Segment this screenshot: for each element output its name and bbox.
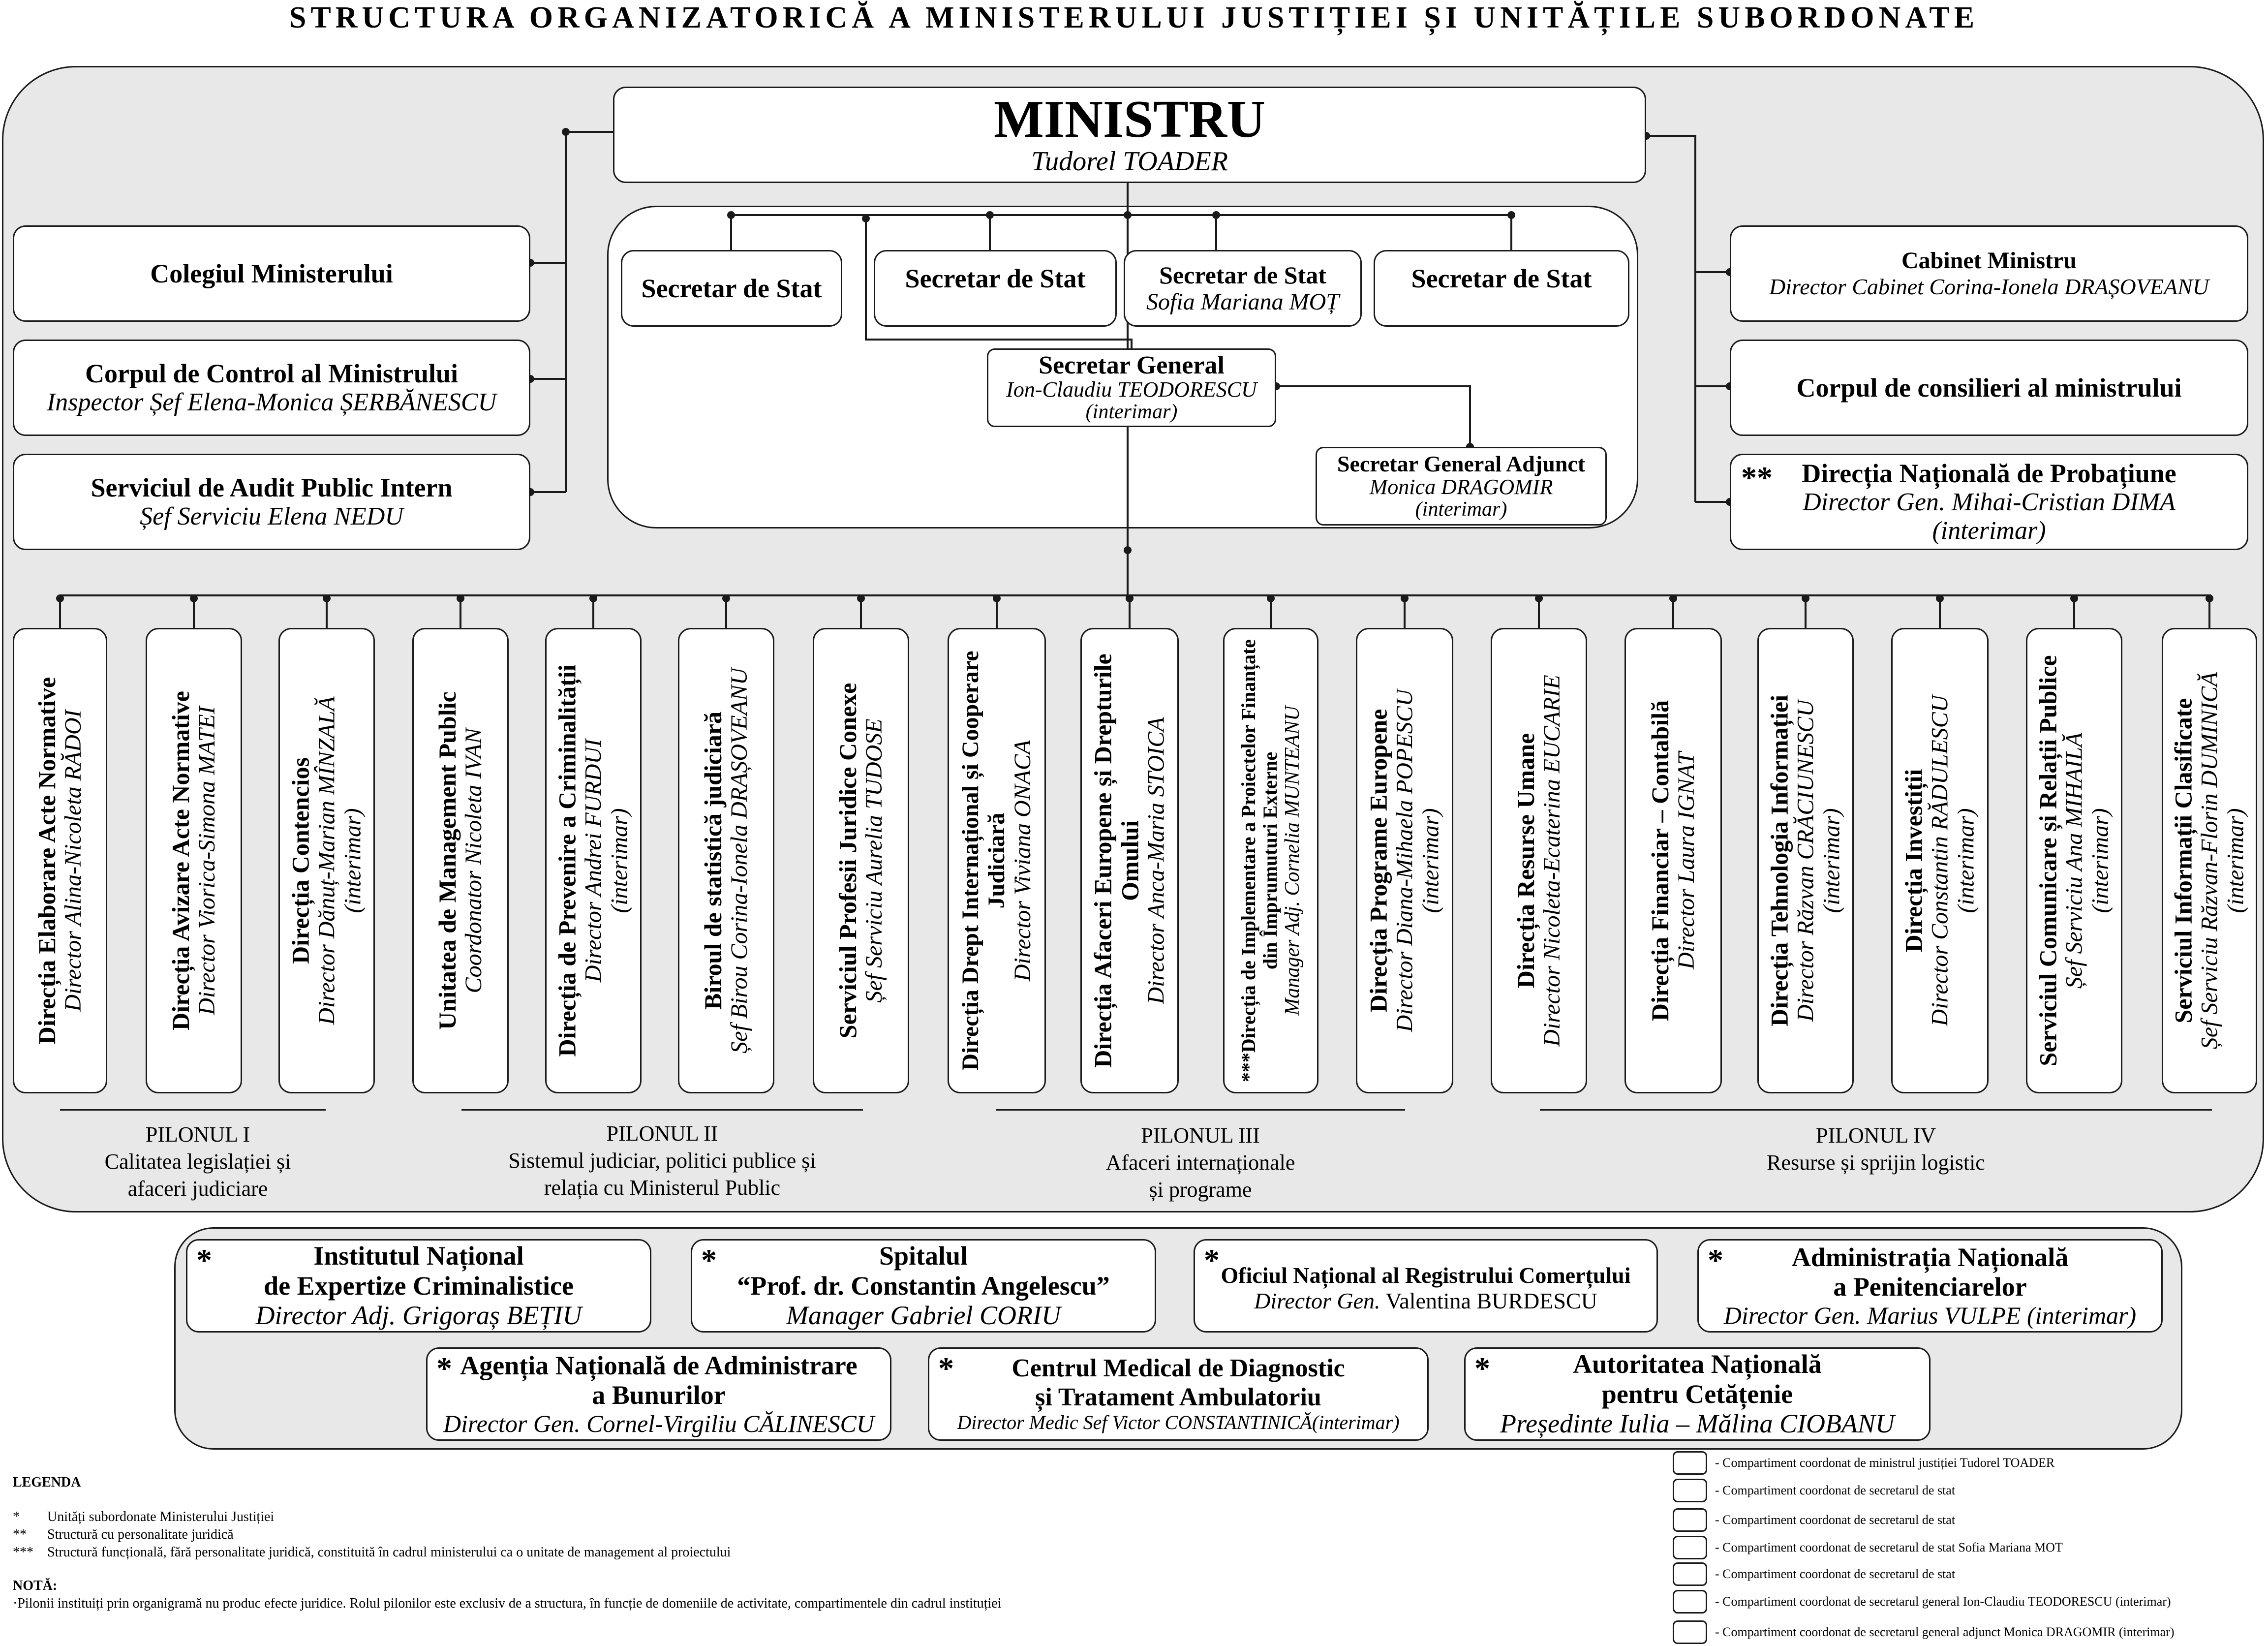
minister-name: Tudorel TOADER bbox=[1031, 146, 1228, 177]
directorate-box-2[interactable] bbox=[146, 628, 242, 1093]
directorate-person: Director Diana-Mihaela POPESCU bbox=[1391, 689, 1418, 1032]
directorate-text bbox=[958, 634, 1036, 1087]
directorate-note: (interimar) bbox=[339, 808, 366, 913]
directorate-text bbox=[554, 634, 633, 1087]
coordination-swatch bbox=[1673, 1590, 1707, 1614]
directorate-text bbox=[2170, 634, 2249, 1087]
pillar-desc: Calitatea legislației și bbox=[104, 1149, 291, 1174]
directorate-person: Director Viorica-Simona MATEI bbox=[194, 706, 220, 1015]
unit-person: Director Medic Sef Victor CONSTANTINICĂ(interimar) bbox=[957, 1411, 1400, 1433]
secretary-title: Secretar de Stat bbox=[1411, 263, 1592, 293]
secretary-title: Secretar de Stat bbox=[641, 273, 822, 303]
legend-mark: * bbox=[13, 1509, 20, 1524]
coordination-text: - Compartiment coordonat de secretarul general Ion-Claudiu TEODORESCU (interimar) bbox=[1715, 1594, 2171, 1609]
coordination-swatch bbox=[1673, 1620, 1707, 1644]
secretary-of-state-2[interactable] bbox=[874, 250, 1117, 327]
directorate-name: Direcția Programe Europene bbox=[1364, 709, 1392, 1013]
unit-line-1: Autoritatea Națională bbox=[1573, 1349, 1822, 1379]
unit-line-1: Centrul Medical de Diagnostic bbox=[1011, 1354, 1345, 1383]
pillar-desc: afaceri judiciare bbox=[127, 1177, 268, 1201]
pillar-desc: Sistemul judiciar, politici publice și bbox=[508, 1149, 816, 1173]
directorate-note: (interimar) bbox=[1953, 808, 1979, 913]
subordinate-spital[interactable] bbox=[691, 1239, 1156, 1333]
directorate-person: Coordonator Nicoleta IVAN bbox=[460, 728, 487, 994]
legal-entity-mark: ** bbox=[1741, 460, 1773, 495]
coordination-legend-item bbox=[1673, 1535, 2063, 1560]
subordinate-anc[interactable] bbox=[1464, 1347, 1931, 1441]
directorate-text bbox=[834, 634, 888, 1087]
pillar-3-line bbox=[996, 1109, 1405, 1111]
unit-line-2: pentru Cetățenie bbox=[1601, 1379, 1793, 1409]
legend-item-3 bbox=[13, 1543, 731, 1562]
right-box-note: (interimar) bbox=[1932, 517, 2046, 545]
legend-text: Structură funcțională, fără personalitate juridică, constituită în cadrul ministerului ca o unitate de management al proiectului bbox=[47, 1545, 731, 1560]
coordination-legend-item bbox=[1673, 1478, 1955, 1503]
right-box-title: Direcția Națională de Probațiune bbox=[1802, 458, 2176, 488]
directorate-text bbox=[1647, 634, 1700, 1087]
directorate-text bbox=[1238, 634, 1304, 1087]
coordination-swatch bbox=[1673, 1562, 1707, 1586]
directorate-text bbox=[167, 634, 220, 1087]
pillar-title: PILONUL II bbox=[606, 1121, 718, 1146]
right-box-person: Director Cabinet Corina-Ionela DRAȘOVEANU bbox=[1769, 274, 2209, 300]
unit-line-2: și Tratament Ambulatoriu bbox=[1035, 1383, 1321, 1411]
pillar-title: PILONUL I bbox=[145, 1122, 250, 1147]
pillar-title: PILONUL IV bbox=[1816, 1123, 1936, 1148]
right-box-person: Director Gen. Mihai-Cristian DIMA bbox=[1803, 488, 2176, 516]
unit-person-prefix: Director Gen. bbox=[1254, 1288, 1380, 1313]
unit-line-2: a Bunurilor bbox=[592, 1380, 726, 1410]
directorate-box-10[interactable] bbox=[1223, 628, 1318, 1093]
unit-line-2: a Penitenciarelor bbox=[1833, 1272, 2027, 1302]
directorate-name: ***Direcția de Implementare a Proiectelor Finanțate din Împrumuturi Externe bbox=[1237, 639, 1281, 1083]
directorate-note: (interimar) bbox=[2222, 808, 2249, 913]
directorate-person: Director Nicoleta-Ecaterina EUCARIE bbox=[1539, 675, 1565, 1047]
directorate-person: Director Răzvan CRĂCIUNESCU bbox=[1792, 699, 1819, 1022]
pillar-desc: Afaceri internaționale bbox=[1105, 1150, 1295, 1175]
directorate-name: Direcția Financiar – Contabilă bbox=[1646, 700, 1674, 1022]
directorate-note: (interimar) bbox=[1818, 808, 1845, 913]
coordination-legend-item bbox=[1673, 1562, 1955, 1586]
pillar-desc: și programe bbox=[1149, 1178, 1252, 1202]
directorate-name: Direcția Afaceri Europene și Drepturile Omului bbox=[1089, 653, 1144, 1068]
unit-person: Director Gen. Cornel-Virgiliu CĂLINESCU bbox=[443, 1410, 874, 1438]
right-box-cabinet[interactable] bbox=[1730, 225, 2248, 322]
directorate-name: Unitatea de Management Public bbox=[433, 691, 461, 1030]
directorate-box-13[interactable] bbox=[1624, 628, 1722, 1093]
unit-line-1: Oficiul Național al Registrului Comerțului bbox=[1221, 1263, 1631, 1288]
pillar-title: PILONUL III bbox=[1141, 1123, 1260, 1148]
right-box-title: Cabinet Ministru bbox=[1901, 248, 2077, 274]
directorate-name: Direcția Investiții bbox=[1900, 769, 1928, 953]
legend-text: Unități subordonate Ministerului Justiției bbox=[47, 1509, 275, 1524]
pillar-1-line bbox=[60, 1109, 326, 1111]
directorate-person: Director Laura IGNAT bbox=[1673, 752, 1700, 969]
directorate-text bbox=[1090, 634, 1170, 1087]
pillar-1-label bbox=[60, 1121, 336, 1202]
legend-text: Structură cu personalitate juridică bbox=[47, 1527, 234, 1542]
directorate-name: Direcția Contencios bbox=[286, 757, 314, 964]
coordination-text: - Compartiment coordonat de secretarul de stat bbox=[1715, 1567, 1956, 1581]
directorate-text bbox=[1365, 634, 1444, 1087]
directorate-box-15[interactable] bbox=[1891, 628, 1989, 1093]
secretary-general-person: Ion-Claudiu TEODORESCU bbox=[1006, 377, 1257, 402]
pillar-4-line bbox=[1540, 1109, 2212, 1111]
deputy-note: (interimar) bbox=[1415, 498, 1507, 521]
unit-person: Manager Gabriel CORIU bbox=[786, 1301, 1061, 1331]
coordination-text: - Compartiment coordonat de secretarul de stat Sofia Mariana MOT bbox=[1715, 1540, 2063, 1554]
directorate-person: Șef Serviciu Ana MIHAILĂ bbox=[2061, 732, 2087, 989]
directorate-name: Direcția Avizare Acte Normative bbox=[167, 691, 195, 1030]
directorate-name: Serviciul Profesii Juridice Conexe bbox=[834, 683, 862, 1039]
secretary-of-state-4[interactable] bbox=[1374, 250, 1629, 327]
left-box-title: Colegiul Ministerului bbox=[150, 258, 393, 288]
unit-line-1: Institutul Național bbox=[313, 1241, 524, 1271]
pillar-3-label bbox=[996, 1122, 1405, 1203]
directorate-name: Direcția Tehnologia Informației bbox=[1765, 694, 1793, 1027]
legend-mark: *** bbox=[13, 1545, 33, 1560]
deputy-person: Monica DRAGOMIR bbox=[1369, 475, 1553, 499]
right-box-title: Corpul de consilieri al ministrului bbox=[1796, 373, 2182, 403]
pillar-2-line bbox=[461, 1109, 863, 1111]
directorate-box-16[interactable] bbox=[2026, 628, 2122, 1093]
subordinate-centrul-medical[interactable] bbox=[928, 1347, 1429, 1441]
directorate-note: (interimar) bbox=[606, 808, 633, 913]
unit-line-1: Administrația Națională bbox=[1791, 1242, 2069, 1272]
secretary-general-box[interactable] bbox=[987, 348, 1276, 427]
directorate-person: Șef Serviciu Răzvan-Florin DUMINICĂ bbox=[2196, 672, 2223, 1050]
left-box-colegiu[interactable] bbox=[13, 225, 530, 322]
directorate-text bbox=[1512, 634, 1565, 1087]
directorate-box-7[interactable] bbox=[813, 628, 909, 1093]
directorate-box-5[interactable] bbox=[545, 628, 642, 1093]
subordinate-mark: * bbox=[701, 1242, 717, 1277]
directorate-person: Director Viviana ONACA bbox=[1009, 740, 1036, 982]
directorate-person: Șef Serviciu Aurelia TUDOSE bbox=[861, 718, 888, 1003]
subordinate-mark: * bbox=[938, 1351, 954, 1386]
left-box-title: Corpul de Control al Ministrului bbox=[85, 358, 459, 388]
subordinate-mark: * bbox=[1204, 1242, 1220, 1277]
right-box-probatiune[interactable] bbox=[1730, 454, 2248, 550]
unit-person: Valentina BURDESCU bbox=[1385, 1288, 1597, 1313]
pillar-2-label bbox=[461, 1120, 863, 1201]
secretary-person: Sofia Mariana MOȚ bbox=[1146, 289, 1339, 315]
directorate-box-14[interactable] bbox=[1757, 628, 1854, 1093]
unit-person: Președinte Iulia – Mălina CIOBANU bbox=[1500, 1409, 1895, 1439]
secretary-general-deputy-box[interactable] bbox=[1316, 447, 1607, 526]
directorate-person: Director Anca-Maria STOICA bbox=[1143, 717, 1169, 1004]
legend-item-1 bbox=[13, 1508, 274, 1526]
coordination-text: - Compartiment coordonat de secretarul general adjunct Monica DRAGOMIR (interimar) bbox=[1715, 1625, 2175, 1639]
unit-line-2: de Expertize Criminalistice bbox=[264, 1271, 574, 1301]
note-title: NOTĂ: bbox=[13, 1578, 58, 1593]
directorate-box-11[interactable] bbox=[1356, 628, 1453, 1093]
directorate-text bbox=[287, 634, 367, 1087]
pillar-desc: Resurse și sprijin logistic bbox=[1767, 1150, 1985, 1175]
subordinate-mark: * bbox=[1708, 1242, 1723, 1277]
directorate-person: Director Alina-Nicoleta RĂDOI bbox=[60, 710, 87, 1012]
pillar-4-label bbox=[1540, 1122, 2212, 1176]
coordination-legend-item bbox=[1673, 1589, 2171, 1614]
directorate-name: Serviciul Informații Clasificate bbox=[2169, 698, 2197, 1024]
directorate-person: Director Constantin RĂDULESCU bbox=[1927, 695, 1953, 1026]
left-box-control[interactable] bbox=[13, 340, 530, 436]
unit-person: Director Gen. Marius VULPE (interimar) bbox=[1723, 1302, 2137, 1330]
minister-title: MINISTRU bbox=[993, 90, 1266, 149]
directorate-text bbox=[434, 634, 487, 1087]
directorate-box-9[interactable] bbox=[1080, 628, 1179, 1093]
directorate-box-3[interactable] bbox=[278, 628, 375, 1093]
coordination-text: - Compartiment coordonat de secretarul de stat bbox=[1715, 1513, 1956, 1527]
directorate-person: Manager Adj. Cornelia MUNTEANU bbox=[1281, 706, 1304, 1016]
subordinate-onrc[interactable] bbox=[1194, 1239, 1658, 1333]
secretary-of-state-1[interactable] bbox=[621, 250, 842, 327]
directorate-note: (interimar) bbox=[2087, 808, 2114, 913]
subordinate-mark: * bbox=[196, 1242, 212, 1277]
directorate-box-8[interactable] bbox=[948, 628, 1046, 1093]
secretary-general-title: Secretar General bbox=[1039, 351, 1225, 379]
unit-line-1: Agenția Națională de Administrare bbox=[460, 1350, 858, 1380]
right-box-consilieri[interactable] bbox=[1730, 340, 2248, 436]
directorate-name: Direcția Resurse Umane bbox=[1512, 733, 1540, 989]
directorate-person: Director Andrei FURDUI bbox=[580, 739, 607, 983]
directorate-box-12[interactable] bbox=[1491, 628, 1587, 1093]
legend-item-2 bbox=[13, 1525, 234, 1544]
directorate-note: (interimar) bbox=[1417, 808, 1444, 913]
directorate-name: Direcția de Prevenire a Criminalității bbox=[553, 664, 581, 1057]
left-box-audit[interactable] bbox=[13, 454, 530, 550]
directorate-box-17[interactable] bbox=[2162, 628, 2257, 1093]
secretary-of-state-3[interactable] bbox=[1124, 250, 1362, 327]
subordinate-anabi[interactable] bbox=[426, 1347, 891, 1441]
directorate-box-6[interactable] bbox=[678, 628, 774, 1093]
secretary-general-note: (interimar) bbox=[1085, 401, 1178, 424]
coordination-legend-item bbox=[1673, 1508, 1955, 1532]
secretary-title: Secretar de Stat bbox=[905, 263, 1086, 293]
directorate-name: Serviciul Comunicare și Relații Publice bbox=[2034, 655, 2062, 1066]
coordination-swatch bbox=[1673, 1536, 1707, 1559]
pillar-desc: relația cu Ministerul Public bbox=[544, 1176, 781, 1200]
directorate-name: Biroul de statistică judiciară bbox=[699, 712, 727, 1010]
coordination-text: - Compartiment coordonat de ministrul justiției Tudorel TOADER bbox=[1715, 1456, 2055, 1470]
directorate-person: Director Dănuț-Marian MÎNZALĂ bbox=[313, 696, 340, 1025]
unit-person: Director Adj. Grigoraș BEȚIU bbox=[255, 1301, 582, 1331]
left-box-person: Inspector Șef Elena-Monica ȘERBĂNESCU bbox=[46, 388, 497, 417]
legend-mark: ** bbox=[13, 1527, 27, 1542]
unit-line-2: “Prof. dr. Constantin Angelescu” bbox=[737, 1271, 1110, 1301]
directorate-text bbox=[1766, 634, 1845, 1087]
directorate-box-1[interactable] bbox=[13, 628, 107, 1093]
coordination-text: - Compartiment coordonat de secretarul de stat bbox=[1715, 1483, 1956, 1497]
unit-line-1: Spitalul bbox=[879, 1241, 968, 1271]
directorate-text bbox=[2035, 634, 2114, 1087]
directorate-text bbox=[700, 634, 753, 1087]
secretary-title: Secretar de Stat bbox=[1159, 261, 1326, 289]
coordination-swatch bbox=[1673, 1508, 1707, 1532]
chart-title: STRUCTURA ORGANIZATORICĂ A MINISTERULUI JUSTIȚIEI ȘI UNITĂȚILE SUBORDONATE bbox=[289, 1, 1979, 34]
minister-box[interactable] bbox=[613, 87, 1646, 183]
subordinate-inec[interactable] bbox=[186, 1239, 651, 1333]
unit-person-row bbox=[1254, 1288, 1597, 1314]
left-box-title: Serviciul de Audit Public Intern bbox=[91, 472, 453, 502]
directorate-name: Direcția Drept Internațional și Cooperare Judiciară bbox=[957, 651, 1010, 1071]
deputy-title: Secretar General Adjunct bbox=[1337, 451, 1586, 476]
directorate-text bbox=[33, 634, 87, 1087]
subordinate-anp[interactable] bbox=[1697, 1239, 2163, 1333]
coordination-legend-item bbox=[1673, 1620, 2175, 1645]
coordination-swatch bbox=[1673, 1479, 1707, 1502]
coordination-legend-item bbox=[1673, 1451, 2054, 1475]
subordinate-mark: * bbox=[436, 1351, 452, 1386]
note-text: ·Pilonii instituiți prin organigramă nu produc efecte juridice. Rolul pilonilor este exclusiv de a structura, în funcție de domeniile de activitate, compartimentele din cadrul instituției bbox=[13, 1596, 1002, 1611]
subordinate-mark: * bbox=[1474, 1351, 1490, 1386]
directorate-box-4[interactable] bbox=[412, 628, 509, 1093]
coordination-swatch bbox=[1673, 1451, 1707, 1475]
directorate-name: Direcția Elaborare Acte Normative bbox=[33, 677, 61, 1045]
left-box-person: Șef Serviciu Elena NEDU bbox=[140, 502, 403, 531]
directorate-text bbox=[1900, 634, 1980, 1087]
directorate-person: Șef Birou Corina-Ionela DRAȘOVEANU bbox=[726, 668, 753, 1054]
legend-title: LEGENDA bbox=[13, 1475, 81, 1490]
